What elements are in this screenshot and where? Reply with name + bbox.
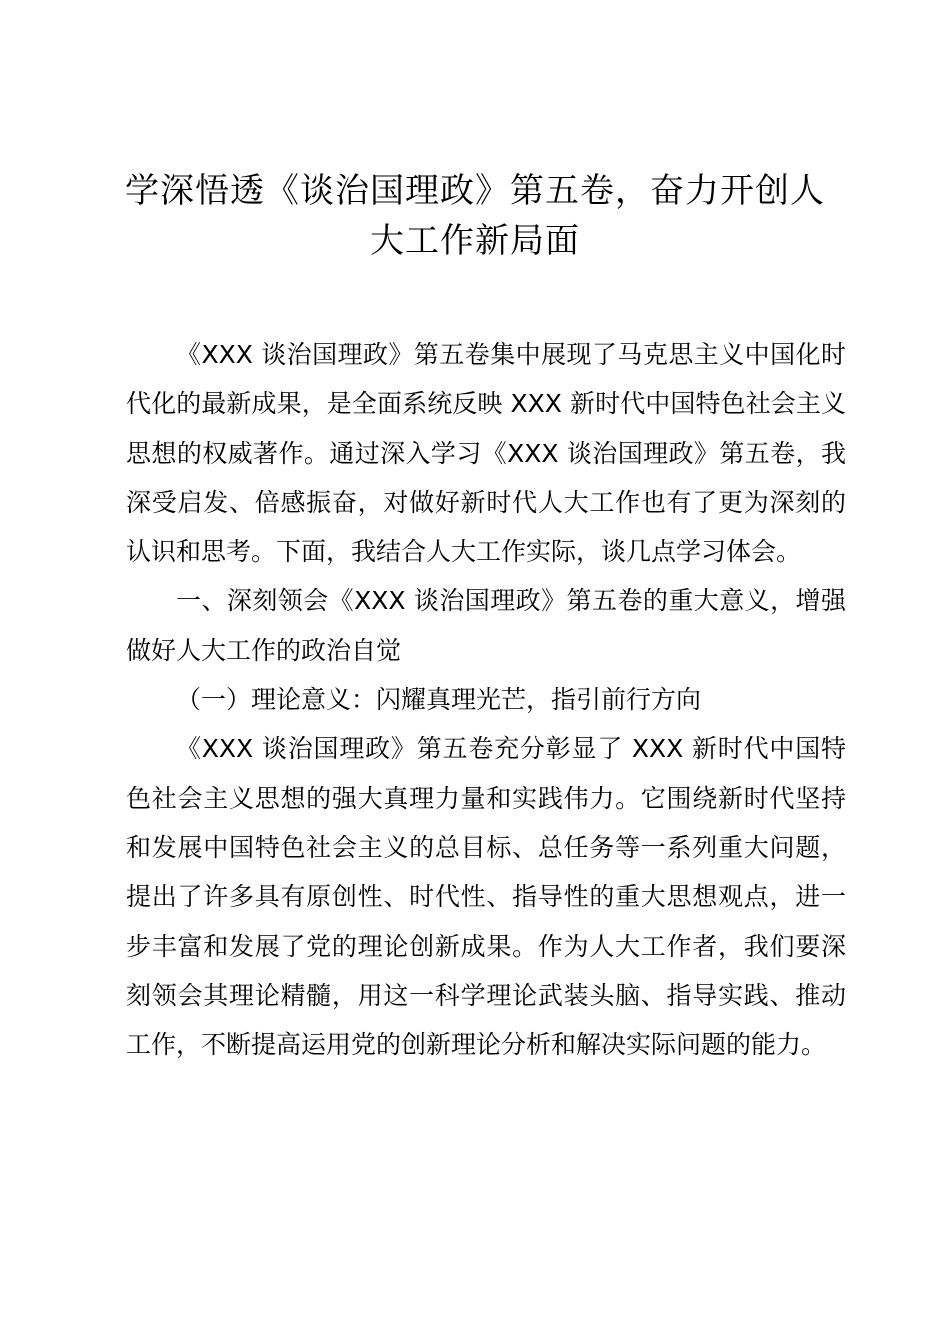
document-title bbox=[120, 166, 830, 266]
body-paragraph: 《XXX 谈治国理政》第五卷充分彰显了 XXX 新时代中国特色社会主义思想的强大真理力量和实践伟力。它围绕新时代坚持和发展中国特色社会主义的总目标、总任务等一系列重大问题，提出了许多具有原创性、时代性、指导性的重大思想观点，进一步丰富和发展了党的理论创新成果。作为人大工作者，我们要深刻领会其理论精髓，用这一科学理论武装头脑、指导实践、推动工作，不断提高运用党的创新理论分析和解决实际问题的能力。 bbox=[126, 734, 846, 1060]
document-body bbox=[126, 330, 846, 1069]
section-heading-1: 一、深刻领会《XXX 谈治国理政》第五卷的重大意义，增强做好人大工作的政治自觉 bbox=[126, 586, 846, 665]
title-line-1: 学深悟透《谈治国理政》第五卷，奋力开创人 bbox=[125, 171, 825, 211]
subsection-heading-1: （一）理论意义：闪耀真理光芒，指引前行方向 bbox=[176, 685, 702, 715]
title-line-2: 大工作新局面 bbox=[370, 221, 580, 261]
intro-paragraph: 《XXX 谈治国理政》第五卷集中展现了马克思主义中国化时代化的最新成果，是全面系统反映 XXX 新时代中国特色社会主义思想的权威著作。通过深入学习《XXX 谈治国理政》第五卷，我深受启发、倍感振奋，对做好新时代人大工作也有了更为深刻的认识和思考。下面，我结合人大工作实际，谈几点学习体会。 bbox=[126, 340, 846, 567]
